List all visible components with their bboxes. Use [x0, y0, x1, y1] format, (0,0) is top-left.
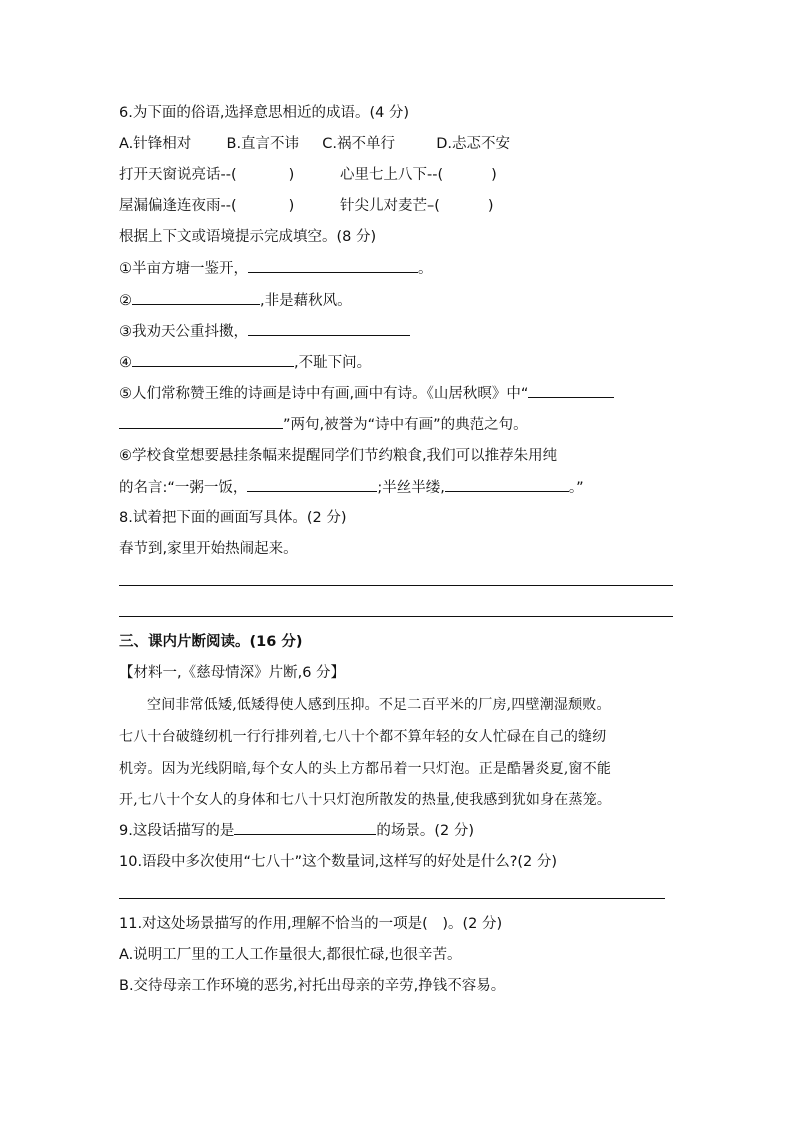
q7-item-2	[119, 290, 352, 311]
fill-blank[interactable]	[132, 352, 294, 367]
q6-item-3-close: )	[288, 198, 295, 214]
q7-item-5-line2	[119, 414, 528, 435]
q7-item-3-pre: ③我劝天公重抖擞，	[119, 324, 248, 340]
passage-line: 机旁。因为光线阴暗,每个女人的头上方都吊着一只灯泡。正是酷暑炎夏,窗不能	[119, 761, 612, 777]
fill-blank[interactable]	[248, 258, 418, 273]
q7-item-2-post: ,非是藉秋风。	[260, 293, 352, 309]
passage-line: 开,七八十个女人的身体和七八十只灯泡所散发的热量,使我感到犹如身在蒸笼。	[119, 792, 612, 808]
q7-item-6-line1: ⑥学校食堂想要悬挂条幅来提醒同学们节约粮食,我们可以推荐朱用纯	[119, 448, 558, 464]
q7-item-5-post: ”两句,被誉为“诗中有画”的典范之句。	[283, 417, 528, 433]
q7-item-6-post: 。”	[568, 480, 584, 496]
q6-item-4	[340, 196, 494, 216]
q11-title: 11.对这处场景描写的作用,理解不恰当的一项是( )。(2 分)	[119, 916, 503, 932]
answer-line[interactable]	[119, 898, 665, 899]
section-heading: 三、课内片断阅读。(16 分)	[119, 634, 303, 650]
fill-blank[interactable]	[248, 321, 410, 336]
q9-pre: 9.这段话描写的是	[119, 823, 235, 839]
q7-item-1-pre: ①半亩方塘一鉴开，	[119, 261, 248, 277]
q7-item-5-text: ⑤人们常称赞王维的诗画是诗中有画,画中有诗。《山居秋暝》中“	[119, 386, 529, 402]
answer-line[interactable]	[119, 616, 673, 617]
fill-blank[interactable]	[445, 477, 569, 492]
q6-option-b: B.直言不讳	[226, 136, 300, 152]
q6-item-4-close: )	[487, 198, 494, 214]
fill-blank[interactable]	[234, 820, 376, 835]
q6-item-2-text: 心里七上八下--(	[340, 167, 444, 183]
q6-option-a: A.针锋相对	[119, 136, 192, 152]
q6-option-c: C.祸不单行	[322, 136, 396, 152]
passage-line: 空间非常低矮,低矮得使人感到压抑。不足二百平米的厂房,四壁潮湿颓败。	[147, 697, 611, 713]
fill-blank[interactable]	[132, 290, 260, 305]
q6-item-1-close: )	[288, 167, 295, 183]
fill-blank[interactable]	[528, 383, 614, 398]
q6-item-3-text: 屋漏偏逢连夜雨--(	[119, 198, 237, 214]
q6-item-2	[340, 165, 497, 185]
q9-post: 的场景。(2 分)	[376, 823, 474, 839]
q7-item-6-line2	[119, 477, 584, 498]
passage-line: 七八十台破缝纫机一行行排列着,七八十个都不算年轻的女人忙碌在自己的缝纫	[119, 729, 607, 745]
q6-options	[119, 134, 510, 154]
q11-option-b: B.交待母亲工作环境的恶劣,衬托出母亲的辛劳,挣钱不容易。	[119, 978, 506, 994]
q7-item-6-mid: ;半丝半缕,	[377, 480, 445, 496]
q7-item-2-pre: ②	[119, 293, 132, 309]
q7-item-3	[119, 321, 410, 342]
q8-prompt: 春节到,家里开始热闹起来。	[119, 541, 298, 557]
fill-blank[interactable]	[119, 414, 283, 429]
q7-item-6-pre: 的名言:“一粥一饭，	[119, 480, 248, 496]
q9	[119, 820, 474, 841]
answer-line[interactable]	[119, 585, 673, 586]
q6-item-1-text: 打开天窗说亮话--(	[119, 167, 237, 183]
q7-item-4	[119, 352, 371, 373]
q11-option-a: A.说明工厂里的工人工作量很大,都很忙碌,也很辛苦。	[119, 947, 462, 963]
q6-item-4-text: 针尖儿对麦芒–(	[340, 198, 440, 214]
q6-item-1	[119, 165, 294, 185]
q6-title: 6.为下面的俗语,选择意思相近的成语。(4 分)	[119, 105, 410, 121]
q6-option-d: D.忐忑不安	[436, 136, 511, 152]
q8-title: 8.试着把下面的画面写具体。(2 分)	[119, 510, 347, 526]
q7-item-1-post: 。	[418, 261, 433, 277]
q7-item-4-post: ,不耻下问。	[294, 355, 372, 371]
q6-item-2-close: )	[491, 167, 497, 183]
q7-item-1	[119, 258, 433, 279]
q6-item-3	[119, 196, 294, 216]
material-label: 【材料一,《慈母情深》片断,6 分】	[119, 665, 346, 681]
q7-item-5-line1	[119, 383, 614, 404]
q7-item-4-pre: ④	[119, 355, 132, 371]
q7-title: 根据上下文或语境提示完成填空。(8 分)	[119, 229, 377, 245]
fill-blank[interactable]	[247, 477, 377, 492]
q10-title: 10.语段中多次使用“七八十”这个数量词,这样写的好处是什么?(2 分)	[119, 854, 558, 870]
